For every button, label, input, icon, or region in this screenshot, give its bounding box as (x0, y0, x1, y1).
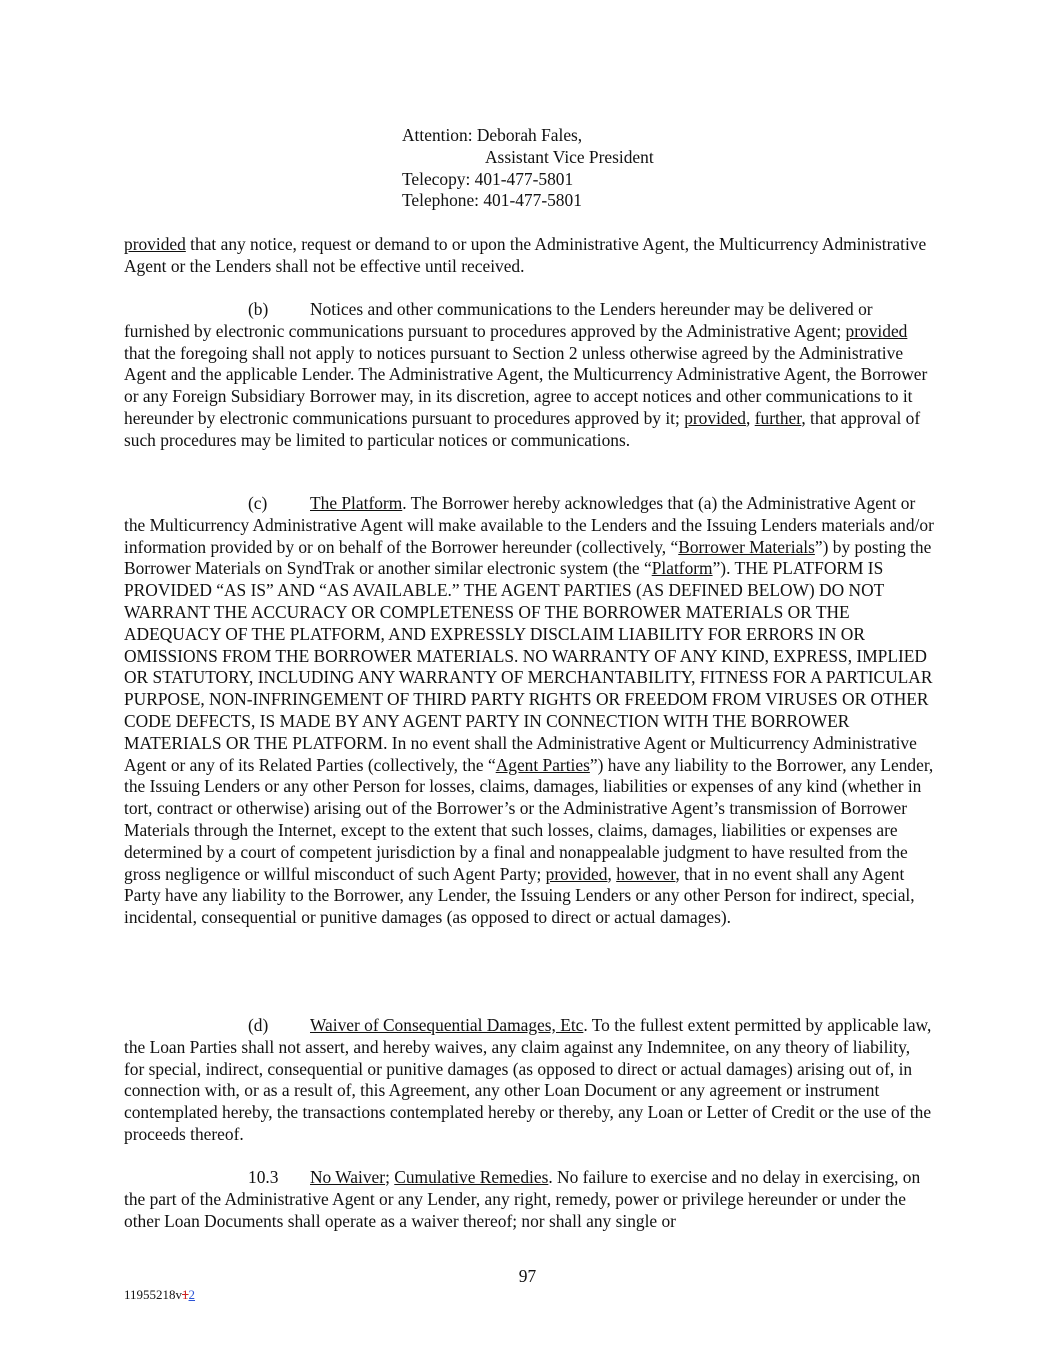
document-id-base: 11955218v (124, 1287, 183, 1302)
punctuation: , (746, 407, 755, 428)
attention-title: Assistant Vice President (485, 146, 654, 167)
paragraph-text: ”) by posting the Borrower Materials on SyndTrak or another similar electronic system (the “ (124, 536, 932, 579)
paragraph-text: . The Borrower hereby acknowledges that (a) the Administrative Agent or the Multicurrency Administrative Agent will make available to the Lenders and the Issuing Lenders materials and/or information provided by or on behalf of the Borrower hereunder (collectively, “ (124, 493, 934, 557)
paragraph-enumerator: (b) (248, 299, 269, 319)
telephone-line: Telephone: 401-477-5801 (402, 190, 582, 211)
paragraph-text: that any notice, request or demand to or upon the Administrative Agent, the Multicurrency Administrative Agent or the Lenders shall not be effective until received. (124, 234, 927, 276)
paragraph-text: ”). THE PLATFORM IS PROVIDED “AS IS” AND “AS AVAILABLE.” THE AGENT PARTIES (AS DEFINED BELOW) DO NOT WARRANT THE ACCURACY OR COMPLETENESS OF THE BORROWER MATERIALS OR THE ADEQUACY OF THE PLATFORM, AND EXPRESSLY DISCLAIM LIABILITY FOR ERRORS IN OR OMISSIONS FROM THE BORROWER MATERIALS. NO WARRANTY OF ANY KIND, EXPRESS, IMPLIED OR STATUTORY, INCLUDING ANY WARRANTY OF MERCHANTABILITY, FITNESS FOR A PARTICULAR PURPOSE, NON-INFRINGEMENT OF THIRD PARTY RIGHTS OR FREEDOM FROM VIRUSES OR OTHER CODE DEFECTS, IS MADE BY ANY AGENT PARTY IN CONNECTION WITH THE BORROWER MATERIALS OR THE PLATFORM. In no event shall the Administrative Agent or Multicurrency Administrative Agent or any of its Related Parties (collectively, the “ (124, 558, 933, 775)
paragraph-text: that the foregoing shall not apply to notices pursuant to Section 2 unless otherwise agreed by the Administrative Agent and the applicable Lender. The Administrative Agent, the Multicurrency Administrative Agent, the Borrower or any Foreign Subsidiary Borrower may, in its discretion, agree to accept notices and other communications to it hereunder by electronic communications pursuant to procedures approved by it; (124, 342, 928, 428)
paragraph-text: . To the fullest extent permitted by applicable law, the Loan Parties shall not assert, and hereby waives, any claim against any Indemnitee, on any theory of liability, for special, indirect, consequential or punitive damages (as opposed to direct or actual damages) arising out of, in connection with, or as a result of, this Agreement, any other Loan Document or any agreement or instrument contemplated hereby, the transactions contemplated hereby or thereby, any Loan or Letter of Credit or the use of the proceeds thereof. (124, 1015, 932, 1144)
section-number: 10.3 (248, 1167, 279, 1187)
defined-term-provided: provided (124, 234, 186, 254)
paragraph-text: Notices and other communications to the Lenders hereunder may be delivered or furnished by electronic communications pursuant to procedures approved by the Administrative Agent; (124, 299, 873, 341)
defined-term-further: further (754, 407, 802, 428)
defined-term-provided: provided (545, 863, 608, 884)
notice-address-block (402, 125, 654, 212)
paragraph-text: , that approval of such procedures may be limited to particular notices or communications. (124, 407, 921, 450)
punctuation: ; (385, 1167, 395, 1187)
document-id (124, 1287, 195, 1303)
paragraph-text: ”) have any liability to the Borrower, any Lender, the Issuing Lenders or any other Person for losses, claims, damages, liabilities or expenses of any kind (whether in tort, contract or otherwise) arising out of the Borrower’s or the Administrative Agent’s transmission of Borrower Materials through the Internet, except to the extent that such losses, claims, damages, liabilities or expenses are determined by a court of competent jurisdiction by a final and nonappealable judgment to have resulted from the gross negligence or willful misconduct of such Agent Party; (124, 754, 934, 884)
paragraph-enumerator: (d) (248, 1015, 269, 1035)
paragraph-enumerator: (c) (248, 493, 268, 513)
version-deleted: 1 (182, 1287, 189, 1302)
telecopy-line: Telecopy: 401-477-5801 (402, 168, 574, 189)
section-heading: No Waiver (310, 1167, 386, 1187)
defined-term-borrower-materials: Borrower Materials (678, 536, 815, 557)
defined-term-provided: provided (845, 320, 908, 341)
punctuation: , (607, 863, 617, 884)
defined-term-provided: provided (684, 407, 747, 428)
paragraph-b (124, 299, 934, 452)
section-heading: The Platform (310, 493, 403, 513)
page-number: 97 (518, 1266, 537, 1286)
paragraph-proviso (124, 234, 934, 278)
paragraph-text: , that in no event shall any Agent Party have any liability to the Borrower, any Lender, the Issuing Lenders or any other Person for indirect, special, incidental, consequential or punitive damages (as opposed to direct or actual damages). (124, 863, 915, 928)
paragraph-c (124, 493, 934, 929)
paragraph-text: . No failure to exercise and no delay in exercising, on the part of the Administrative Agent or any Lender, any right, remedy, power or privilege hereunder or under the other Loan Documents shall operate as a waiver thereof; nor shall any single or (124, 1167, 921, 1231)
defined-term-however: however (616, 863, 676, 884)
defined-term-agent-parties: Agent Parties (495, 754, 590, 775)
section-heading: Waiver of Consequential Damages, Etc (310, 1015, 584, 1035)
section-10-3 (124, 1167, 934, 1232)
defined-term-platform: Platform (651, 558, 713, 579)
version-inserted: 2 (188, 1287, 196, 1302)
section-heading: Cumulative Remedies (394, 1167, 549, 1187)
attention-line: Attention: Deborah Fales, (402, 125, 583, 145)
paragraph-d (124, 1015, 934, 1146)
